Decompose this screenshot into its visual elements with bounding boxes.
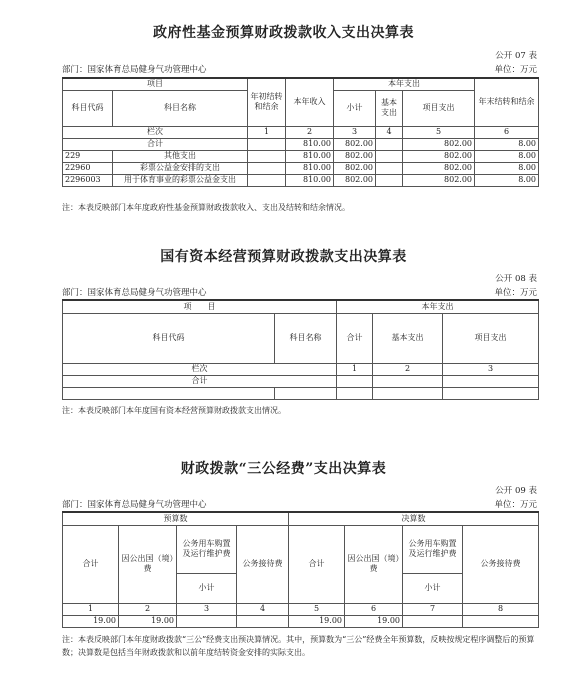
t1-row-cell: 810.00 [286,174,334,186]
t1-total-cell [376,138,403,150]
t3-h-vehicle: 公务用车购置及运行维护费 [403,525,463,573]
t3-h-vehicle: 公务用车购置及运行维护费 [177,525,237,573]
t3-value [177,615,237,627]
t1-meta [62,63,537,75]
t2-h-sub: 合计 [337,313,373,363]
t3-h-abroad: 因公出国（境）费 [345,525,403,603]
t1-row-cell: 802.00 [403,162,475,174]
t2-colnum-label: 栏次 [63,363,337,375]
t2-total-cell [373,375,443,387]
t2-h-basic: 基本支出 [373,313,443,363]
t1-row-cell: 802.00 [334,162,376,174]
t1-h-sub: 小计 [334,90,376,126]
t1-row-cell: 802.00 [403,150,475,162]
t1-colnum-label: 栏次 [63,126,248,138]
t1-row-code: 22960 [63,162,113,174]
t1-row-code: 229 [63,150,113,162]
t3-unit: 单位：万元 [494,500,537,510]
t2-h-expense: 本年支出 [337,300,539,313]
t1-h-name: 科目名称 [113,90,248,126]
t3-h-total: 合计 [289,525,345,603]
t3-value: 19.00 [63,615,119,627]
t3-value: 19.00 [345,615,403,627]
t2-dept: 部门：国家体育总局健身气功管理中心 [62,288,207,298]
t2-empty-cell [443,387,539,399]
t1-h-income: 本年收入 [286,78,334,126]
t1-unit: 单位：万元 [494,65,537,75]
t2-total-cell [337,375,373,387]
t3-title: 财政拨款“三公经费”支出决算表 [180,461,387,477]
t2-unit: 单位：万元 [494,288,537,298]
t1-row-cell: 810.00 [286,162,334,174]
t2-total-label: 合计 [63,375,337,387]
t1-row-cell [376,174,403,186]
t2-empty-cell [373,387,443,399]
t1-row-cell [248,162,286,174]
t1-colnum: 4 [376,126,403,138]
t3-meta [62,498,537,510]
t3-colnum: 4 [237,603,289,615]
t1-colnum: 1 [248,126,286,138]
t3-h-budget: 预算数 [63,512,289,525]
t3-value [403,615,463,627]
t1-colnum: 3 [334,126,376,138]
t3-table [62,511,539,628]
t2-meta [62,286,537,298]
t3-value: 19.00 [289,615,345,627]
t1-h-item: 项目 [63,78,248,90]
t1-dept: 部门：国家体育总局健身气功管理中心 [62,65,207,75]
t3-colnum: 8 [463,603,539,615]
t1-total-cell: 802.00 [403,138,475,150]
t1-row-name: 用于体育事业的彩票公益金支出 [113,174,248,186]
t3-code: 公开 09 表 [495,486,537,496]
t1-row-cell: 802.00 [403,174,475,186]
t1-table [62,77,539,187]
t1-h-begin: 年初结转和结余 [248,78,286,126]
t3-colnum: 6 [345,603,403,615]
t1-row-name: 彩票公益金安排的支出 [113,162,248,174]
t3-colnum: 5 [289,603,345,615]
t1-total-cell [248,138,286,150]
t2-code: 公开 08 表 [495,274,537,284]
t1-h-basic: 基本支出 [376,90,403,126]
t2-h-name: 科目名称 [275,313,337,363]
t3-h-total: 合计 [63,525,119,603]
t2-h-code: 科目代码 [63,313,275,363]
t1-total-cell: 810.00 [286,138,334,150]
t1-row-cell: 8.00 [475,150,539,162]
t3-h-sub: 小计 [177,573,237,603]
table-row [63,162,539,174]
t1-row-name: 其他支出 [113,150,248,162]
t1-colnum: 5 [403,126,475,138]
t2-colnum: 1 [337,363,373,375]
t1-row-cell: 802.00 [334,150,376,162]
t1-code: 公开 07 表 [495,51,537,61]
t2-h-item: 项 目 [63,300,337,313]
t3-colnum: 2 [119,603,177,615]
t1-row-cell: 802.00 [334,174,376,186]
t3-value: 19.00 [119,615,177,627]
t3-colnum: 3 [177,603,237,615]
t1-total-cell: 802.00 [334,138,376,150]
t1-row-cell [248,150,286,162]
t1-h-end: 年末结转和结余 [475,78,539,126]
t1-colnum: 2 [286,126,334,138]
t1-h-proj: 项目支出 [403,90,475,126]
t2-h-proj: 项目支出 [443,313,539,363]
t2-colnum: 2 [373,363,443,375]
t3-colnum: 1 [63,603,119,615]
t2-total-cell [443,375,539,387]
t1-row-cell [376,162,403,174]
t1-h-code: 科目代码 [63,90,113,126]
t1-row-cell: 8.00 [475,174,539,186]
table-row [63,174,539,186]
t1-h-expense: 本年支出 [334,78,475,90]
t1-colnum: 6 [475,126,539,138]
t3-h-reception: 公务接待费 [463,525,539,603]
t2-table [62,299,539,400]
t1-title: 政府性基金预算财政拨款收入支出决算表 [153,25,414,41]
t3-h-actual: 决算数 [289,512,539,525]
t2-note: 注：本表反映部门本年度国有资本经营预算财政拨款支出情况。 [62,406,286,415]
t1-total-label: 合计 [63,138,248,150]
t3-value [237,615,289,627]
t1-note: 注：本表反映部门本年度政府性基金预算财政拨款收入、支出及结转和结余情况。 [62,203,350,212]
table-row [63,615,539,627]
t3-h-abroad: 因公出国（境）费 [119,525,177,603]
t2-title: 国有资本经营预算财政拨款支出决算表 [160,249,407,265]
t3-note: 注：本表反映部门本年度财政拨款“三公”经费支出预决算情况。其中，预算数为“三公”经费全年预算数，反映按规定程序调整后的预算数；决算数是包括当年财政拨款和以前年度结转资金安排的实际支出。 [62,635,535,657]
t2-empty-cell [337,387,373,399]
t1-row-cell: 810.00 [286,150,334,162]
t1-total-cell: 8.00 [475,138,539,150]
t1-row-cell [376,150,403,162]
t1-row-code: 2296003 [63,174,113,186]
t3-h-sub: 小计 [403,573,463,603]
t2-empty-cell [63,387,275,399]
t3-colnum: 7 [403,603,463,615]
t2-colnum: 3 [443,363,539,375]
table-row [63,387,539,399]
t2-empty-cell [275,387,337,399]
table-row [63,150,539,162]
t1-row-cell: 8.00 [475,162,539,174]
t3-value [463,615,539,627]
t1-row-cell [248,174,286,186]
t3-dept: 部门：国家体育总局健身气功管理中心 [62,500,207,510]
t3-h-reception: 公务接待费 [237,525,289,603]
